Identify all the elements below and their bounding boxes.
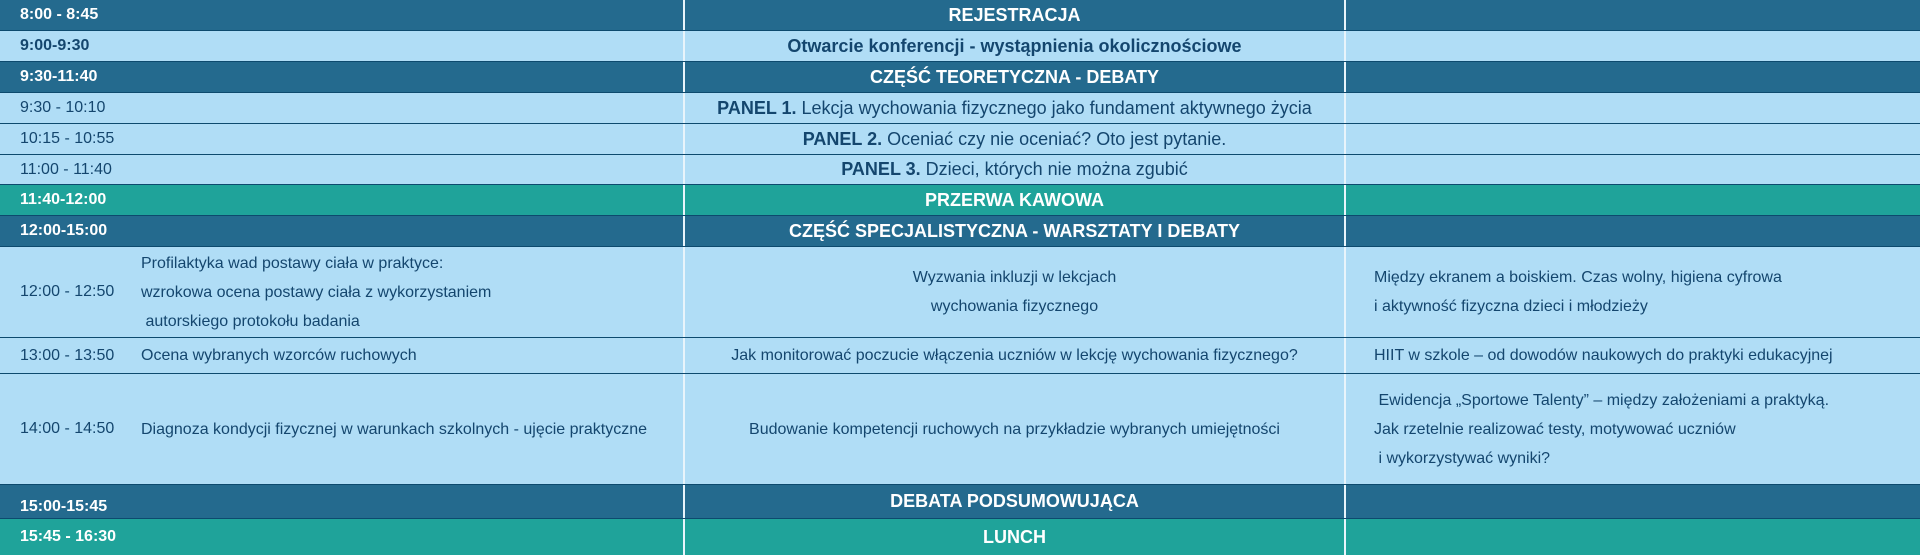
- workshop-title: Diagnoza kondycji fizycznej w warunkach szkolnych - ujęcie praktyczne: [141, 420, 647, 438]
- workshop-cell: [0, 247, 685, 337]
- session-title: Otwarcie konferencji - wystąpnienia okolicznościowe: [685, 31, 1346, 61]
- workshop-title: [913, 263, 1116, 321]
- workshop-title-line: Między ekranem a boiskiem. Czas wolny, higiena cyfrowa: [1374, 269, 1782, 286]
- panel-session: [685, 124, 1346, 154]
- break-title: PRZERWA KAWOWA: [685, 185, 1346, 215]
- panel-number: PANEL 3.: [841, 159, 921, 179]
- workshop-cell: [0, 374, 685, 484]
- section-heading: DEBATA PODSUMOWUJĄCA: [685, 485, 1346, 518]
- time-cell: 10:15 - 10:55: [0, 124, 685, 154]
- panel-number: PANEL 2.: [802, 128, 883, 149]
- time-cell: 8:00 - 8:45: [0, 0, 685, 30]
- time-cell: 12:00-15:00: [0, 216, 685, 246]
- workshop-cell: [1346, 247, 1920, 337]
- workshop-cell: [685, 374, 1346, 484]
- workshop-title-line: i aktywność fizyczna dzieci i młodzieży: [1374, 298, 1648, 315]
- empty-cell: [1346, 155, 1920, 184]
- workshop-cell: [1346, 374, 1920, 484]
- empty-cell: [1346, 216, 1920, 246]
- workshop-title: [141, 249, 491, 336]
- time-cell: 9:30-11:40: [0, 62, 685, 92]
- workshop-title: Budowanie kompetencji ruchowych na przykładzie wybranych umiejętności: [749, 420, 1280, 438]
- session-title: REJESTRACJA: [685, 0, 1346, 30]
- time-cell: 11:00 - 11:40: [0, 155, 685, 184]
- workshop-title-line: autorskiego protokołu badania: [141, 312, 360, 330]
- time-cell: 12:00 - 12:50: [20, 283, 115, 300]
- workshop-title: HIIT w szkole – od dowodów naukowych do praktyki edukacyjnej: [1374, 347, 1833, 364]
- break-title: LUNCH: [685, 519, 1346, 555]
- empty-cell: [1346, 31, 1920, 61]
- empty-cell: [1346, 185, 1920, 215]
- time-cell: 15:00-15:45: [0, 485, 685, 518]
- empty-cell: [1346, 0, 1920, 30]
- workshop-title-line: wzrokowa ocena postawy ciała z wykorzystaniem: [141, 283, 492, 301]
- empty-cell: [1346, 93, 1920, 123]
- time-cell: 14:00 - 14:50: [20, 420, 115, 437]
- panel-number: PANEL 1.: [717, 97, 797, 118]
- time-cell: 11:40-12:00: [0, 185, 685, 215]
- panel-title: Dzieci, których nie można zgubić: [920, 159, 1188, 179]
- empty-cell: [1346, 62, 1920, 92]
- workshop-title: Ocena wybranych wzorców ruchowych: [141, 347, 417, 364]
- time-cell: 13:00 - 13:50: [20, 346, 115, 364]
- time-cell: 9:00-9:30: [0, 31, 685, 61]
- workshop-title-line: Ewidencja „Sportowe Talenty” – między założeniami a praktyką.: [1374, 391, 1830, 409]
- time-cell: 9:30 - 10:10: [0, 93, 685, 123]
- time-cell: 15:45 - 16:30: [0, 519, 685, 555]
- empty-cell: [1346, 124, 1920, 154]
- workshop-cell: [685, 247, 1346, 337]
- workshop-title-line: Wyzwania inkluzji w lekcjach: [912, 269, 1117, 286]
- workshop-cell: [0, 338, 685, 373]
- workshop-title: Jak monitorować poczucie włączenia uczniów w lekcję wychowania fizycznego?: [731, 347, 1298, 364]
- empty-cell: [1346, 485, 1920, 518]
- workshop-title-line: Profilaktyka wad postawy ciała w praktyce:: [141, 254, 444, 272]
- panel-title: Lekcja wychowania fizycznego jako fundament aktywnego życia: [796, 97, 1312, 118]
- section-heading: CZĘŚĆ SPECJALISTYCZNA - WARSZTATY I DEBATY: [685, 216, 1346, 246]
- workshop-title-line: Jak rzetelnie realizować testy, motywować uczniów: [1374, 420, 1736, 438]
- workshop-cell: [685, 338, 1346, 373]
- panel-session: [685, 155, 1346, 184]
- section-heading: CZĘŚĆ TEORETYCZNA - DEBATY: [685, 62, 1346, 92]
- workshop-title-line: wychowania fizycznego: [930, 298, 1099, 315]
- workshop-cell: [1346, 338, 1920, 373]
- empty-cell: [1346, 519, 1920, 555]
- panel-session: [685, 93, 1346, 123]
- workshop-title-line: i wykorzystywać wyniki?: [1374, 449, 1551, 467]
- panel-title: Oceniać czy nie oceniać? Oto jest pytanie.: [882, 128, 1227, 149]
